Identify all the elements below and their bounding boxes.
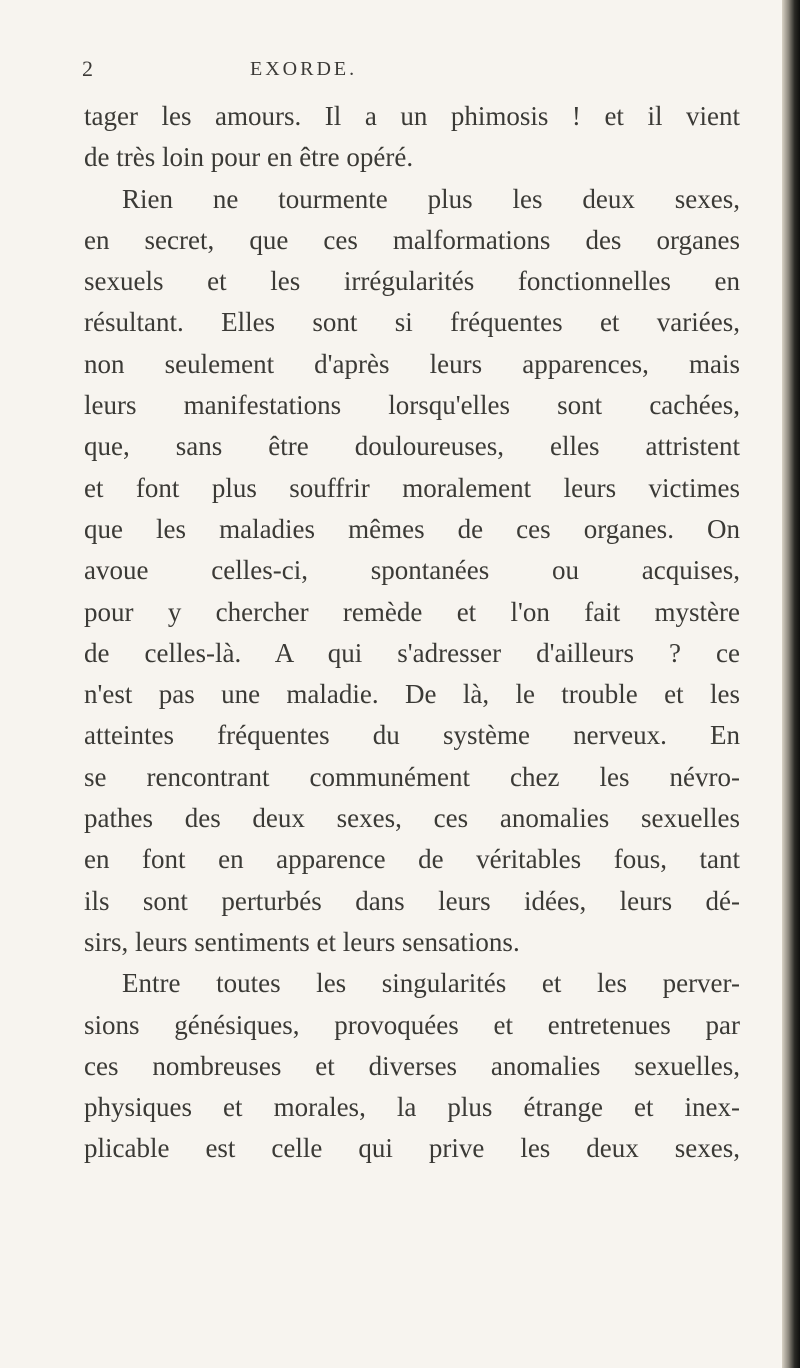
body-text (84, 96, 740, 1170)
text-line: que les maladies mêmes de ces organes. On (84, 513, 740, 544)
text-line: se rencontrant communément chez les névro- (84, 761, 740, 792)
page-header (82, 56, 742, 90)
text-line: avoue celles-ci, spontanées ou acquises, (84, 555, 740, 586)
text-line: Rien ne tourmente plus les deux sexes, (122, 183, 740, 214)
text-line: sirs, leurs sentiments et leurs sensations. (84, 926, 520, 957)
text-line: sions génésiques, provoquées et entretenues par (84, 1009, 740, 1040)
text-line: leurs manifestations lorsqu'elles sont cachées, (84, 390, 740, 421)
text-line: de celles-là. A qui s'adresser d'ailleurs ? ce (84, 637, 740, 668)
text-line: et font plus souffrir moralement leurs victimes (84, 472, 740, 503)
text-line: pour y chercher remède et l'on fait mystère (84, 596, 740, 627)
text-line: tager les amours. Il a un phimosis ! et il vient (84, 101, 740, 131)
text-line: de très loin pour en être opéré. (84, 142, 414, 173)
text-line: en secret, que ces malformations des organes (84, 224, 740, 255)
text-line: en font en apparence de véritables fous, tant (84, 844, 740, 875)
text-line: physiques et morales, la plus étrange et inex- (84, 1092, 740, 1123)
text-line: Entre toutes les singularités et les perver- (122, 968, 740, 999)
text-line: ils sont perturbés dans leurs idées, leurs dé- (84, 885, 740, 916)
text-line: ces nombreuses et diverses anomalies sexuelles, (84, 1050, 740, 1081)
text-line: plicable est celle qui prive les deux sexes, (84, 1133, 740, 1164)
text-line: non seulement d'après leurs apparences, mais (84, 348, 740, 379)
text-line: sexuels et les irrégularités fonctionnelles en (84, 266, 740, 297)
text-line: résultant. Elles sont si fréquentes et variées, (84, 307, 740, 338)
text-line: que, sans être douloureuses, elles attristent (84, 431, 740, 462)
page-number: 2 (82, 56, 94, 81)
text-line: atteintes fréquentes du système nerveux. En (84, 720, 740, 751)
text-line: n'est pas une maladie. De là, le trouble et les (84, 679, 740, 710)
book-spine-edge (782, 0, 800, 1368)
text-line: pathes des deux sexes, ces anomalies sexuelles (84, 803, 740, 834)
running-head: EXORDE. (250, 58, 358, 80)
